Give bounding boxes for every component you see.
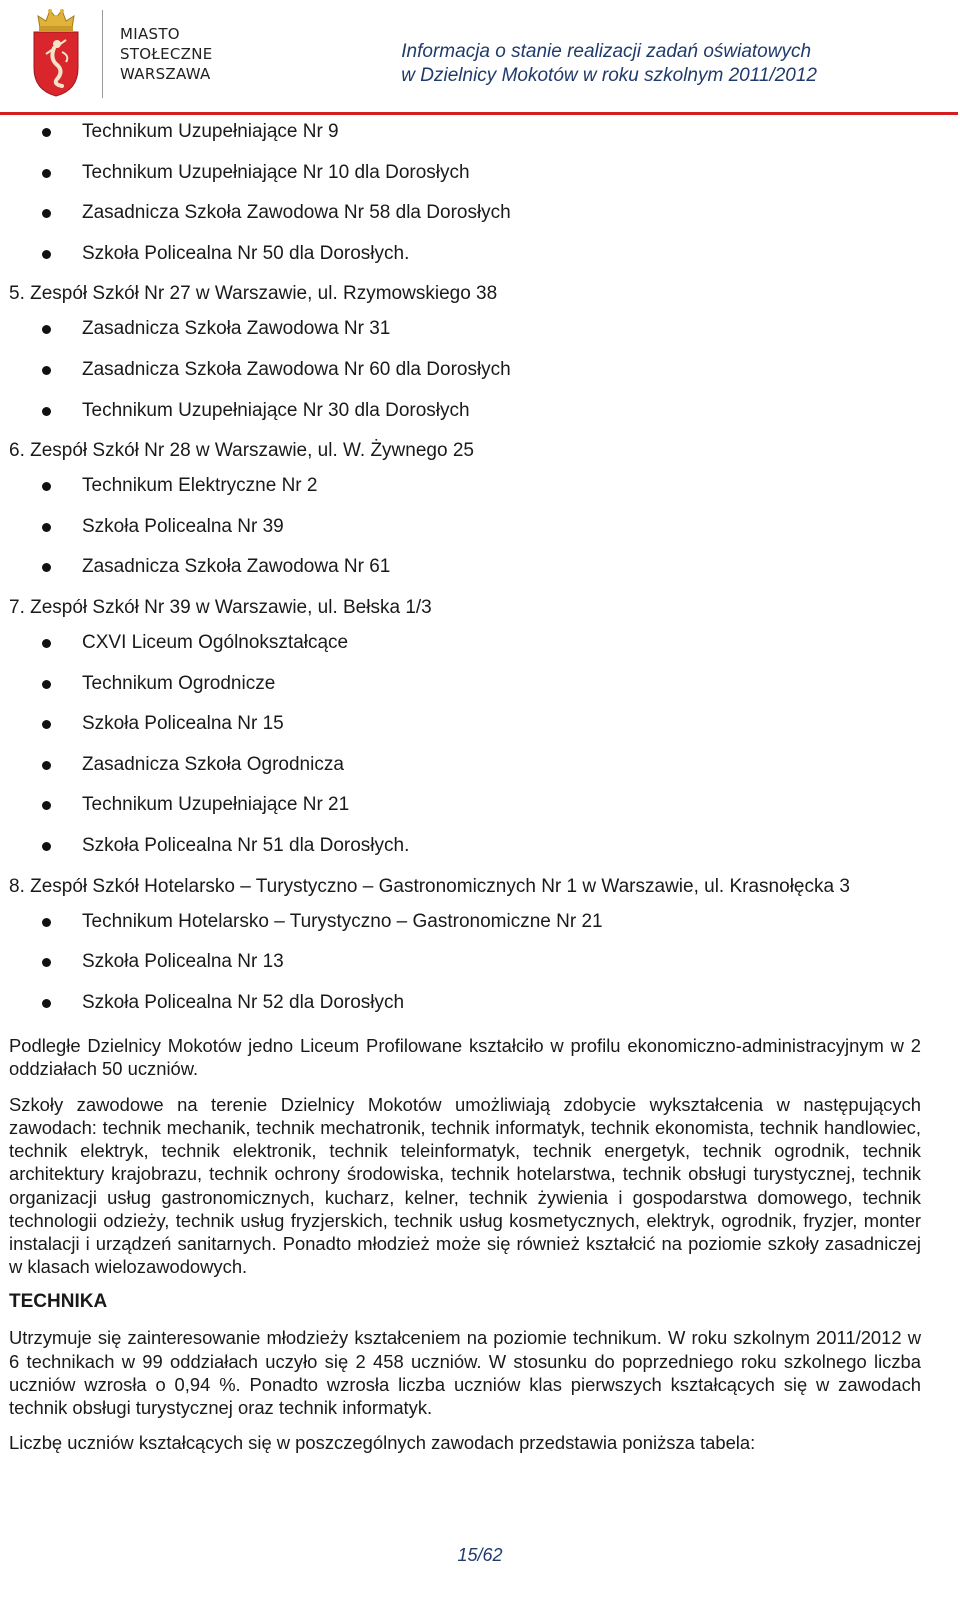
section-title: TECHNIKA: [9, 1291, 108, 1313]
bullet-icon: [42, 407, 51, 416]
list-item: [9, 200, 921, 241]
paragraph-vocational: Szkoły zawodowe na terenie Dzielnicy Mokotów umożliwiają zdobycie wykształcenia w następujących zawodach: technik mechanik, technik mechatronik, technik informatyk, technik ekonomista, technik handlowiec, technik elektryk, technik elektronik, technik teleinformatyk, technik energetyk, technik ogrodnik, technik architektury krajobrazu, technik ochrony środowiska, technik hotelarstwa, technik obsługi turystycznej, technik organizacji usług gastronomicznych, kucharz, kelner, technik żywienia i gospodarstwa domowego, technik technologii odzieży, technik usług fryzjerskich, technik usług kosmetycznych, elektryk, ogrodnik, fryzjer, monter instalacji i urządzeń sanitarnych. Ponadto młodzież może się również kształcić na poziomie szkoły zasadniczej w klasach wielozawodowych.: [9, 1093, 921, 1278]
list-item-label: Technikum Uzupełniające Nr 30 dla Dorosłych: [82, 399, 470, 421]
bullet-icon: [42, 563, 51, 572]
bullet-icon: [42, 720, 51, 729]
bullet-icon: [42, 128, 51, 137]
list-item-label: Zasadnicza Szkoła Zawodowa Nr 58 dla Dorosłych: [82, 202, 511, 224]
bullet-icon: [42, 680, 51, 689]
list-item: [9, 241, 921, 282]
list-item-label: Szkoła Policealna Nr 39: [82, 515, 284, 537]
bullet-icon: [42, 482, 51, 491]
bullet-icon: [42, 325, 51, 334]
list-item: [9, 514, 921, 555]
document-body: [9, 119, 921, 1466]
bullet-icon: [42, 761, 51, 770]
school-list: [9, 119, 921, 1030]
list-item-label: Szkoła Policealna Nr 13: [82, 951, 284, 973]
list-item: [9, 554, 921, 595]
list-item-label: Szkoła Policealna Nr 15: [82, 713, 284, 735]
bullet-icon: [42, 209, 51, 218]
bullet-icon: [42, 958, 51, 967]
list-item: [9, 398, 921, 439]
bullet-icon: [42, 366, 51, 375]
bullet-icon: [42, 801, 51, 810]
bullet-icon: [42, 842, 51, 851]
city-line-3: WARSZAWA: [120, 65, 211, 83]
page-header: [0, 0, 960, 120]
list-item: [9, 792, 921, 833]
list-item: [9, 671, 921, 712]
list-item-label: Zasadnicza Szkoła Ogrodnicza: [82, 753, 344, 775]
city-name: [120, 24, 213, 84]
list-item: [9, 711, 921, 752]
school-group-heading: 5. Zespół Szkół Nr 27 w Warszawie, ul. Rzymowskiego 38: [9, 283, 498, 305]
list-item: [9, 752, 921, 793]
list-item: [9, 990, 921, 1031]
header-rule: [0, 112, 958, 115]
list-item: [9, 160, 921, 201]
paragraph-table-intro: Liczbę uczniów kształcących się w poszczególnych zawodach przedstawia poniższa tabela:: [9, 1432, 756, 1454]
list-item-label: Szkoła Policealna Nr 51 dla Dorosłych.: [82, 834, 410, 856]
paragraph-lyceum: Podległe Dzielnicy Mokotów jedno Liceum Profilowane kształciło w profilu ekonomiczno-administracyjnym w 2 oddziałach 50 uczniów.: [9, 1035, 921, 1080]
list-item-label: CXVI Liceum Ogólnokształcące: [82, 631, 349, 653]
report-title: [401, 40, 817, 88]
school-group-heading: 6. Zespół Szkół Nr 28 w Warszawie, ul. W. Żywnego 25: [9, 440, 474, 462]
school-group-heading: 7. Zespół Szkół Nr 39 w Warszawie, ul. Bełska 1/3: [9, 596, 432, 618]
bullet-icon: [42, 169, 51, 178]
list-item: [9, 909, 921, 950]
list-item-label: Technikum Uzupełniające Nr 21: [82, 794, 350, 816]
list-item-label: Technikum Hotelarsko – Turystyczno – Gastronomiczne Nr 21: [82, 910, 603, 932]
list-item: [9, 949, 921, 990]
list-item-label: Zasadnicza Szkoła Zawodowa Nr 31: [82, 318, 391, 340]
list-item-label: Technikum Uzupełniające Nr 9: [82, 121, 339, 142]
list-item-label: Szkoła Policealna Nr 52 dla Dorosłych: [82, 991, 405, 1013]
page-number: 15/62: [457, 1545, 503, 1565]
list-item-label: Szkoła Policealna Nr 50 dla Dorosłych.: [82, 242, 410, 264]
list-item: [9, 833, 921, 874]
list-item: [9, 119, 921, 160]
list-item-label: Technikum Uzupełniające Nr 10 dla Dorosłych: [82, 161, 470, 183]
list-item-label: Technikum Ogrodnicze: [82, 672, 276, 694]
list-item-label: Zasadnicza Szkoła Zawodowa Nr 60 dla Dorosłych: [82, 358, 511, 380]
list-item: [9, 630, 921, 671]
list-item-label: Technikum Elektryczne Nr 2: [82, 475, 318, 497]
city-line-1: MIASTO: [120, 25, 180, 43]
bullet-icon: [42, 999, 51, 1008]
bullet-icon: [42, 523, 51, 532]
bullet-icon: [42, 639, 51, 648]
logo-separator: [102, 10, 103, 98]
city-line-2: STOŁECZNE: [120, 45, 213, 63]
list-item: [9, 316, 921, 357]
report-title-line-1: Informacja o stanie realizacji zadań oświatowych: [401, 41, 812, 62]
list-item: [9, 473, 921, 514]
report-title-line-2: w Dzielnicy Mokotów w roku szkolnym 2011/2012: [401, 65, 817, 86]
warsaw-coat-of-arms-logo: [26, 6, 86, 98]
school-group-heading: 8. Zespół Szkół Hotelarsko – Turystyczno – Gastronomicznych Nr 1 w Warszawie, ul. Krasnołęcka 3: [9, 875, 850, 897]
bullet-icon: [42, 250, 51, 259]
bullet-icon: [42, 918, 51, 927]
list-item: [9, 357, 921, 398]
list-item-label: Zasadnicza Szkoła Zawodowa Nr 61: [82, 556, 391, 578]
paragraph-technika: Utrzymuje się zainteresowanie młodzieży kształceniem na poziomie technikum. W roku szkolnym 2011/2012 w 6 technikach w 99 oddziałach uczyło się 2 458 uczniów. W stosunku do poprzedniego roku szkolnego liczba uczniów wzrosła o 0,94 %. Ponadto wzrosła liczba uczniów klas pierwszych kształcących się w zawodach technik obsługi turystycznej oraz technik informatyk.: [9, 1327, 921, 1418]
